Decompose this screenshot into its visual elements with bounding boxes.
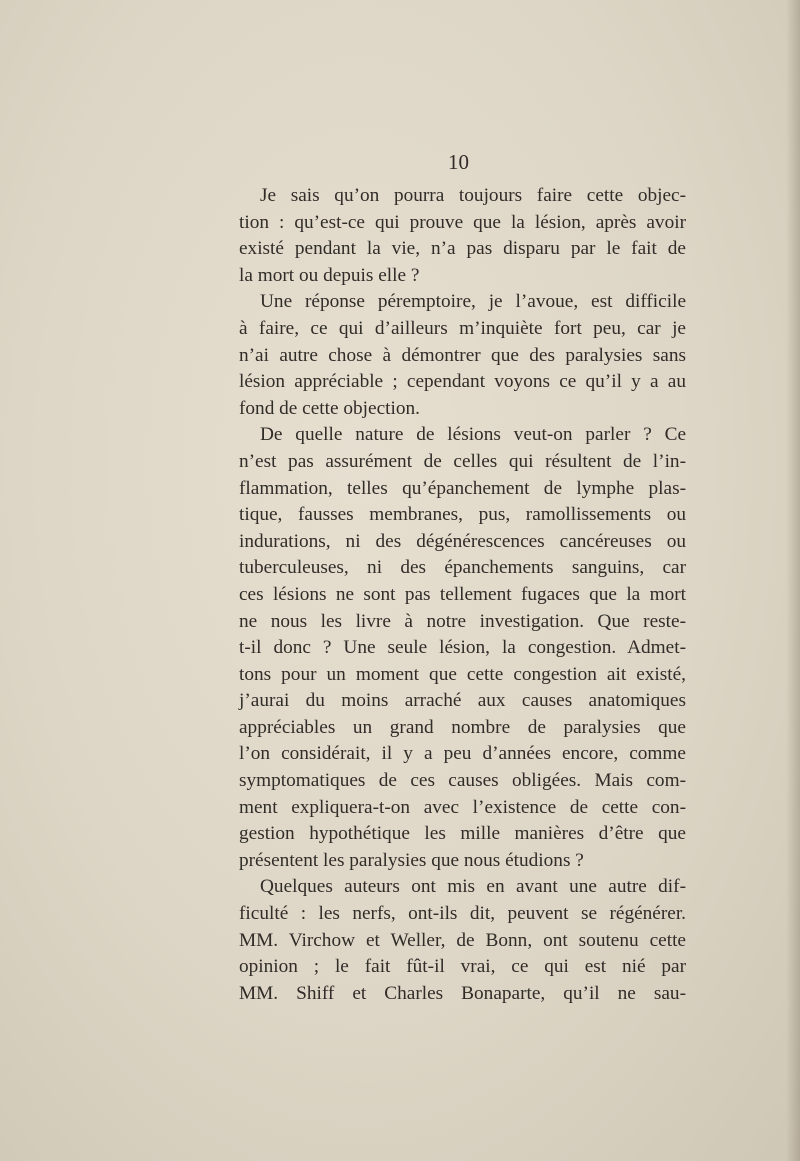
paragraph-2: [239, 289, 686, 422]
text-line: De quelle nature de lésions veut-on parler ? Ce: [260, 424, 686, 446]
text-line: fond de cette objection.: [239, 397, 420, 419]
text-line: appréciables un grand nombre de paralysies que: [239, 716, 686, 738]
text-line: l’on considérait, il y a peu d’années encore, comme: [239, 743, 686, 765]
text-line: j’aurai du moins arraché aux causes anatomiques: [239, 690, 686, 712]
text-line: ne nous les livre à notre investigation. Que reste-: [239, 610, 686, 632]
text-line: ment expliquera-t-on avec l’existence de cette con-: [239, 796, 686, 818]
text-line: n’ai autre chose à démontrer que des paralysies sans: [239, 344, 686, 366]
text-line: tons pour un moment que cette congestion ait existé,: [239, 663, 686, 685]
text-line: tique, fausses membranes, pus, ramollissements ou: [239, 504, 686, 526]
paragraph-3: [239, 422, 686, 874]
text-line: la mort ou depuis elle ?: [239, 264, 420, 286]
text-line: lésion appréciable ; cependant voyons ce qu’il y a au: [239, 371, 686, 393]
text-line: ficulté : les nerfs, ont-ils dit, peuvent se régénérer.: [239, 903, 686, 925]
page-edge-shadow: [786, 0, 800, 1161]
text-line: MM. Virchow et Weller, de Bonn, ont soutenu cette: [239, 929, 686, 951]
text-line: indurations, ni des dégénérescences cancéreuses ou: [239, 530, 686, 552]
text-line: tuberculeuses, ni des épanchements sanguins, car: [239, 557, 686, 579]
text-line: n’est pas assurément de celles qui résultent de l’in-: [239, 450, 686, 472]
text-line: MM. Shiff et Charles Bonaparte, qu’il ne sau-: [239, 982, 686, 1004]
text-line: tion : qu’est-ce qui prouve que la lésion, après avoir: [239, 211, 686, 233]
text-line: existé pendant la vie, n’a pas disparu par le fait de: [239, 238, 686, 260]
text-line: t-il donc ? Une seule lésion, la congestion. Admet-: [239, 637, 686, 659]
text-line: Une réponse péremptoire, je l’avoue, est difficile: [260, 291, 686, 313]
text-line: ces lésions ne sont pas tellement fugaces que la mort: [239, 583, 686, 605]
text-line: Je sais qu’on pourra toujours faire cette objec-: [260, 185, 686, 206]
text-line: présentent les paralysies que nous étudions ?: [239, 849, 584, 871]
text-line: à faire, ce qui d’ailleurs m’inquiète fort peu, car je: [239, 317, 686, 339]
text-line: flammation, telles qu’épanchement de lymphe plas-: [239, 477, 686, 499]
page-number: 10: [448, 150, 469, 174]
paragraph-1: [239, 183, 686, 289]
paragraph-4: [239, 874, 686, 1007]
body-text: [239, 183, 686, 1007]
text-line: opinion ; le fait fût-il vrai, ce qui est nié par: [239, 956, 686, 978]
text-line: gestion hypothétique les mille manières d’être que: [239, 823, 686, 845]
text-line: symptomatiques de ces causes obligées. Mais com-: [239, 770, 686, 792]
text-line: Quelques auteurs ont mis en avant une autre dif-: [260, 876, 686, 898]
